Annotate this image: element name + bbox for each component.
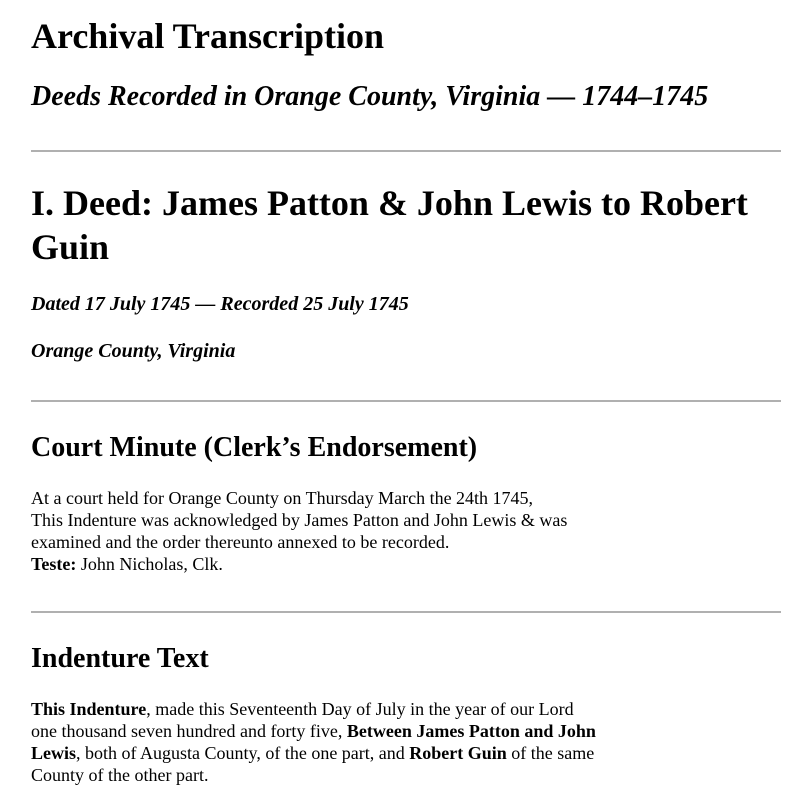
- divider: [31, 611, 781, 613]
- court-minute-line: examined and the order thereunto annexed to be recorded.: [31, 532, 450, 552]
- indenture-line: [31, 720, 651, 742]
- indenture-line: [31, 742, 651, 764]
- indenture-bold: Between James Patton and John: [346, 721, 596, 741]
- indenture-span: , both of Augusta County, of the one part, and: [76, 743, 410, 763]
- teste-label: Teste:: [31, 554, 77, 574]
- teste-line: [31, 553, 651, 575]
- teste-value: John Nicholas, Clk.: [76, 554, 223, 574]
- indenture-span: of the same: [506, 743, 595, 763]
- deed-place: Orange County, Virginia: [31, 340, 236, 362]
- court-minute-line: At a court held for Orange County on Thursday March the 24th 1745,: [31, 488, 534, 508]
- divider: [31, 400, 781, 402]
- court-minute-heading: Court Minute (Clerk’s Endorsement): [31, 432, 478, 463]
- indenture-heading: Indenture Text: [31, 643, 209, 674]
- indenture-text: [31, 698, 651, 786]
- indenture-span: one thousand seven hundred and forty five,: [31, 721, 347, 741]
- indenture-line: County of the other part.: [31, 765, 209, 785]
- page-title: Archival Transcription: [31, 16, 385, 56]
- deed-dates: Dated 17 July 1745 — Recorded 25 July 1745: [31, 293, 409, 315]
- court-minute-text: [31, 487, 651, 575]
- indenture-bold: This Indenture: [31, 699, 147, 719]
- indenture-bold: Robert Guin: [409, 743, 507, 763]
- indenture-span: , made this Seventeenth Day of July in the year of our Lord: [146, 699, 574, 719]
- page-subtitle: Deeds Recorded in Orange County, Virginia — 1744–1745: [31, 81, 709, 112]
- indenture-bold: Lewis: [31, 743, 76, 763]
- court-minute-line: This Indenture was acknowledged by James Patton and John Lewis & was: [31, 510, 568, 530]
- indenture-line: [31, 698, 651, 720]
- divider: [31, 150, 781, 152]
- deed-heading: I. Deed: James Patton & John Lewis to Robert Guin: [31, 183, 748, 267]
